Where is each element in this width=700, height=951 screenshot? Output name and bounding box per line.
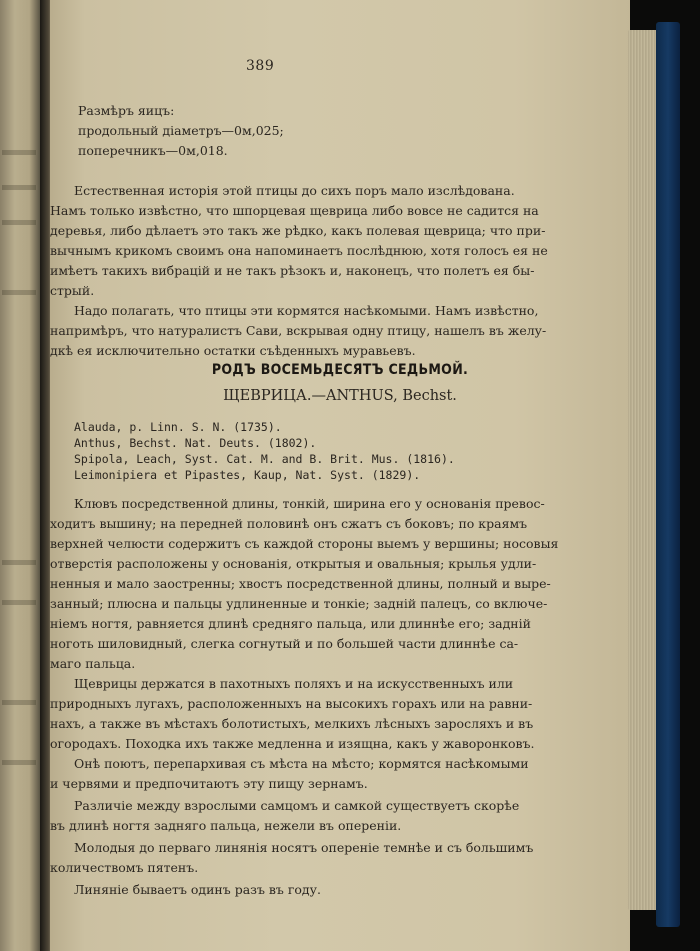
habitat-line: Онѣ поютъ, перепархивая съ мѣста на мѣсто; кормятся насѣкомыми <box>74 756 529 771</box>
description-line: ноготь шиловидный, слегка согнутый и по большей части длиннѣе са- <box>50 636 519 651</box>
molt-line: Линяніе бываетъ одинъ разъ въ году. <box>74 882 321 897</box>
facing-page-edge <box>0 0 42 951</box>
book-cover <box>656 22 680 927</box>
history-line: стрый. <box>50 283 95 298</box>
page-edges <box>628 30 658 910</box>
young-line: количествомъ пятенъ. <box>50 860 199 875</box>
history-line: имѣетъ такихъ вибрацій и не такъ рѣзокъ и, наконецъ, что полетъ ея бы- <box>50 263 535 278</box>
description-line: ніемъ ногтя, равняется длинѣ средняго пальца, или длиннѣе его; задній <box>50 616 531 631</box>
habitat-line: природныхъ лугахъ, расположенныхъ на высокихъ горахъ или на равни- <box>50 696 533 711</box>
synonym-line: Anthus, Bechst. Nat. Deuts. (1802). <box>74 436 317 450</box>
egg-size-heading: Размѣръ яицъ: <box>78 103 175 118</box>
young-line: Молодыя до перваго линянія носятъ опереніе темнѣе и съ большимъ <box>74 840 534 855</box>
description-line: ненныя и мало заостренны; хвостъ посредственной длины, полный и выре- <box>50 576 551 591</box>
synonym-line: Leimonipiera et Pipastes, Kaup, Nat. Syst. (1829). <box>74 468 421 482</box>
history-line: Намъ только извѣстно, что шпорцевая щеврица либо вовсе не садится на <box>50 203 539 218</box>
habitat-line: нахъ, а также въ мѣстахъ болотистыхъ, мелкихъ лѣсныхъ заросляхъ и въ <box>50 716 534 731</box>
description-line: маго пальца. <box>50 656 136 671</box>
food-line: Надо полагать, что птицы эти кормятся насѣкомыми. Намъ извѣстно, <box>74 303 539 318</box>
synonym-line: Alauda, p. Linn. S. N. (1735). <box>74 420 282 434</box>
description-line: верхней челюсти содержитъ съ каждой стороны выемъ у вершины; носовыя <box>50 536 559 551</box>
food-line: дкѣ ея исключительно остатки съѣденныхъ муравьевъ. <box>50 343 416 358</box>
habitat-line: и червями и предпочитаютъ эту пищу зернамъ. <box>50 776 368 791</box>
difference-line: Различіе между взрослыми самцомъ и самкой существуетъ скорѣе <box>74 798 520 813</box>
description-line: ходитъ вышину; на передней половинѣ онъ сжатъ съ боковъ; по краямъ <box>50 516 528 531</box>
habitat-line: огородахъ. Походка ихъ также медленна и изящна, какъ у жаворонковъ. <box>50 736 535 751</box>
history-line: вычнымъ крикомъ своимъ она напоминаетъ послѣднюю, хотя голосъ ея не <box>50 243 548 258</box>
history-line: Естественная исторія этой птицы до сихъ поръ мало изслѣдована. <box>74 183 515 198</box>
egg-size-length: продольный діаметръ—0м,025; <box>78 123 284 138</box>
habitat-line: Щеврицы держатся в пахотныхъ поляхъ и на искусственныхъ или <box>74 676 514 691</box>
description-line: отверстія расположены у основанія, открытыя и овальныя; крылья удли- <box>50 556 537 571</box>
food-line: напримѣръ, что натуралистъ Сави, вскрывая одну птицу, нашелъ въ желу- <box>50 323 547 338</box>
egg-size-width: поперечникъ—0м,018. <box>78 143 228 158</box>
page-number: 389 <box>246 58 275 74</box>
genus-title: ЩЕВРИЦА.—ANTHUS, Bechst. <box>223 388 457 404</box>
difference-line: въ длинѣ ногтя задняго пальца, нежели въ опереніи. <box>50 818 402 833</box>
synonym-line: Spipola, Leach, Syst. Cat. M. and B. Brit. Mus. (1816). <box>74 452 455 466</box>
description-line: Клювъ посредственной длины, тонкій, ширина его у основанія превос- <box>74 496 545 511</box>
description-line: занный; плюсна и пальцы удлиненные и тонкіе; задній палецъ, со включе- <box>50 596 548 611</box>
history-line: деревья, либо дѣлаетъ это такъ же рѣдко, какъ полевая щеврица; что при- <box>50 223 546 238</box>
section-title: РОДЪ ВОСЕМЬДЕСЯТЪ СЕДЬМОЙ. <box>211 362 469 378</box>
